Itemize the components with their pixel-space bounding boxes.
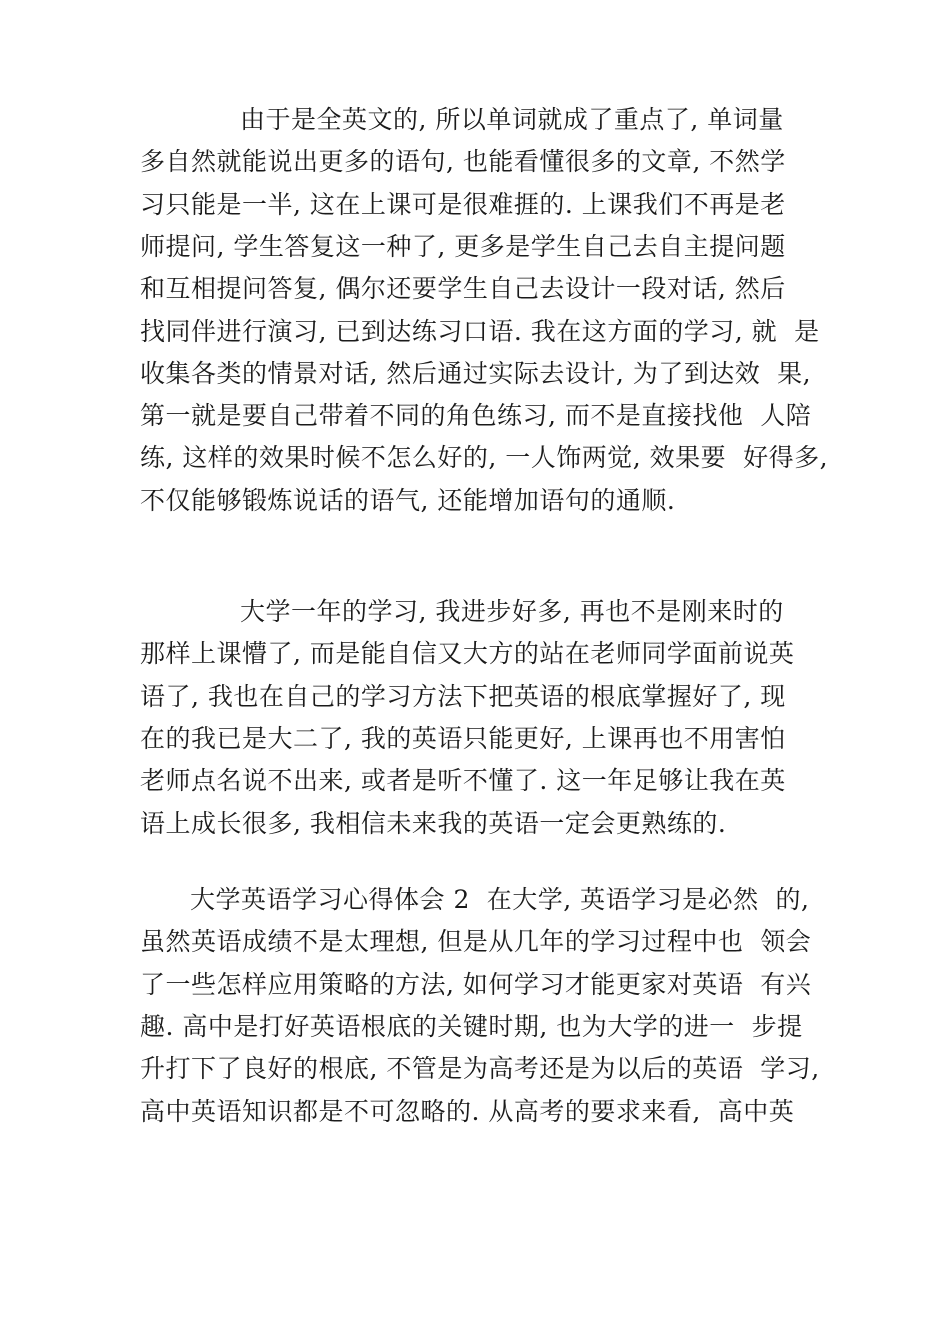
text-line: 不仅能够锻炼说话的语气, 还能增加语句的通顺. (140, 485, 676, 515)
text-line: 了一些怎样应用策略的方法, 如何学习才能更家对英语 有兴 (140, 969, 812, 999)
text-line: 师提问, 学生答复这一种了, 更多是学生自己去自主提问题 (140, 231, 786, 261)
text-line: 大学一年的学习, 我进步好多, 再也不是刚来时的 (240, 597, 784, 626)
text-line: 习只能是一半, 这在上课可是很难捱的. 上课我们不再是老 (140, 189, 786, 219)
text-line: 收集各类的情景对话, 然后通过实际去设计, 为了到达效 果, (140, 358, 812, 388)
text-line: 升打下了良好的根底, 不管是为高考还是为以后的英语 学习, (140, 1054, 820, 1084)
text-line: 找同伴进行演习, 已到达练习口语. 我在这方面的学习, 就 是 (140, 316, 820, 346)
text-line: 练, 这样的效果时候不怎么好的, 一人饰两觉, 效果要 好得多, (140, 443, 829, 473)
text-line: 由于是全英文的, 所以单词就成了重点了, 单词量 (240, 105, 784, 134)
text-line: 多自然就能说出更多的语句, 也能看懂很多的文章, 不然学 (140, 147, 786, 177)
text-line: 语了, 我也在自己的学习方法下把英语的根底掌握好了, 现 (140, 681, 786, 711)
text-line: 大学英语学习心得体会 2 在大学, 英语学习是必然 的, (190, 885, 810, 914)
text-line: 虽然英语成绩不是太理想, 但是从几年的学习过程中也 领会 (140, 927, 812, 957)
text-line: 老师点名说不出来, 或者是听不懂了. 这一年足够让我在英 (140, 766, 786, 796)
text-line: 在的我已是大二了, 我的英语只能更好, 上课再也不用害怕 (140, 723, 786, 753)
text-line: 高中英语知识都是不可忽略的. 从高考的要求来看, 高中英 (140, 1096, 795, 1126)
text-line: 趣. 高中是打好英语根底的关键时期, 也为大学的进一 步提 (140, 1011, 803, 1041)
text-line: 那样上课懵了, 而是能自信又大方的站在老师同学面前说英 (140, 639, 795, 669)
text-line: 语上成长很多, 我相信未来我的英语一定会更熟练的. (140, 808, 727, 838)
text-line: 和互相提问答复, 偶尔还要学生自己去设计一段对话, 然后 (140, 274, 786, 304)
text-line: 第一就是要自己带着不同的角色练习, 而不是直接找他 人陪 (140, 401, 812, 431)
